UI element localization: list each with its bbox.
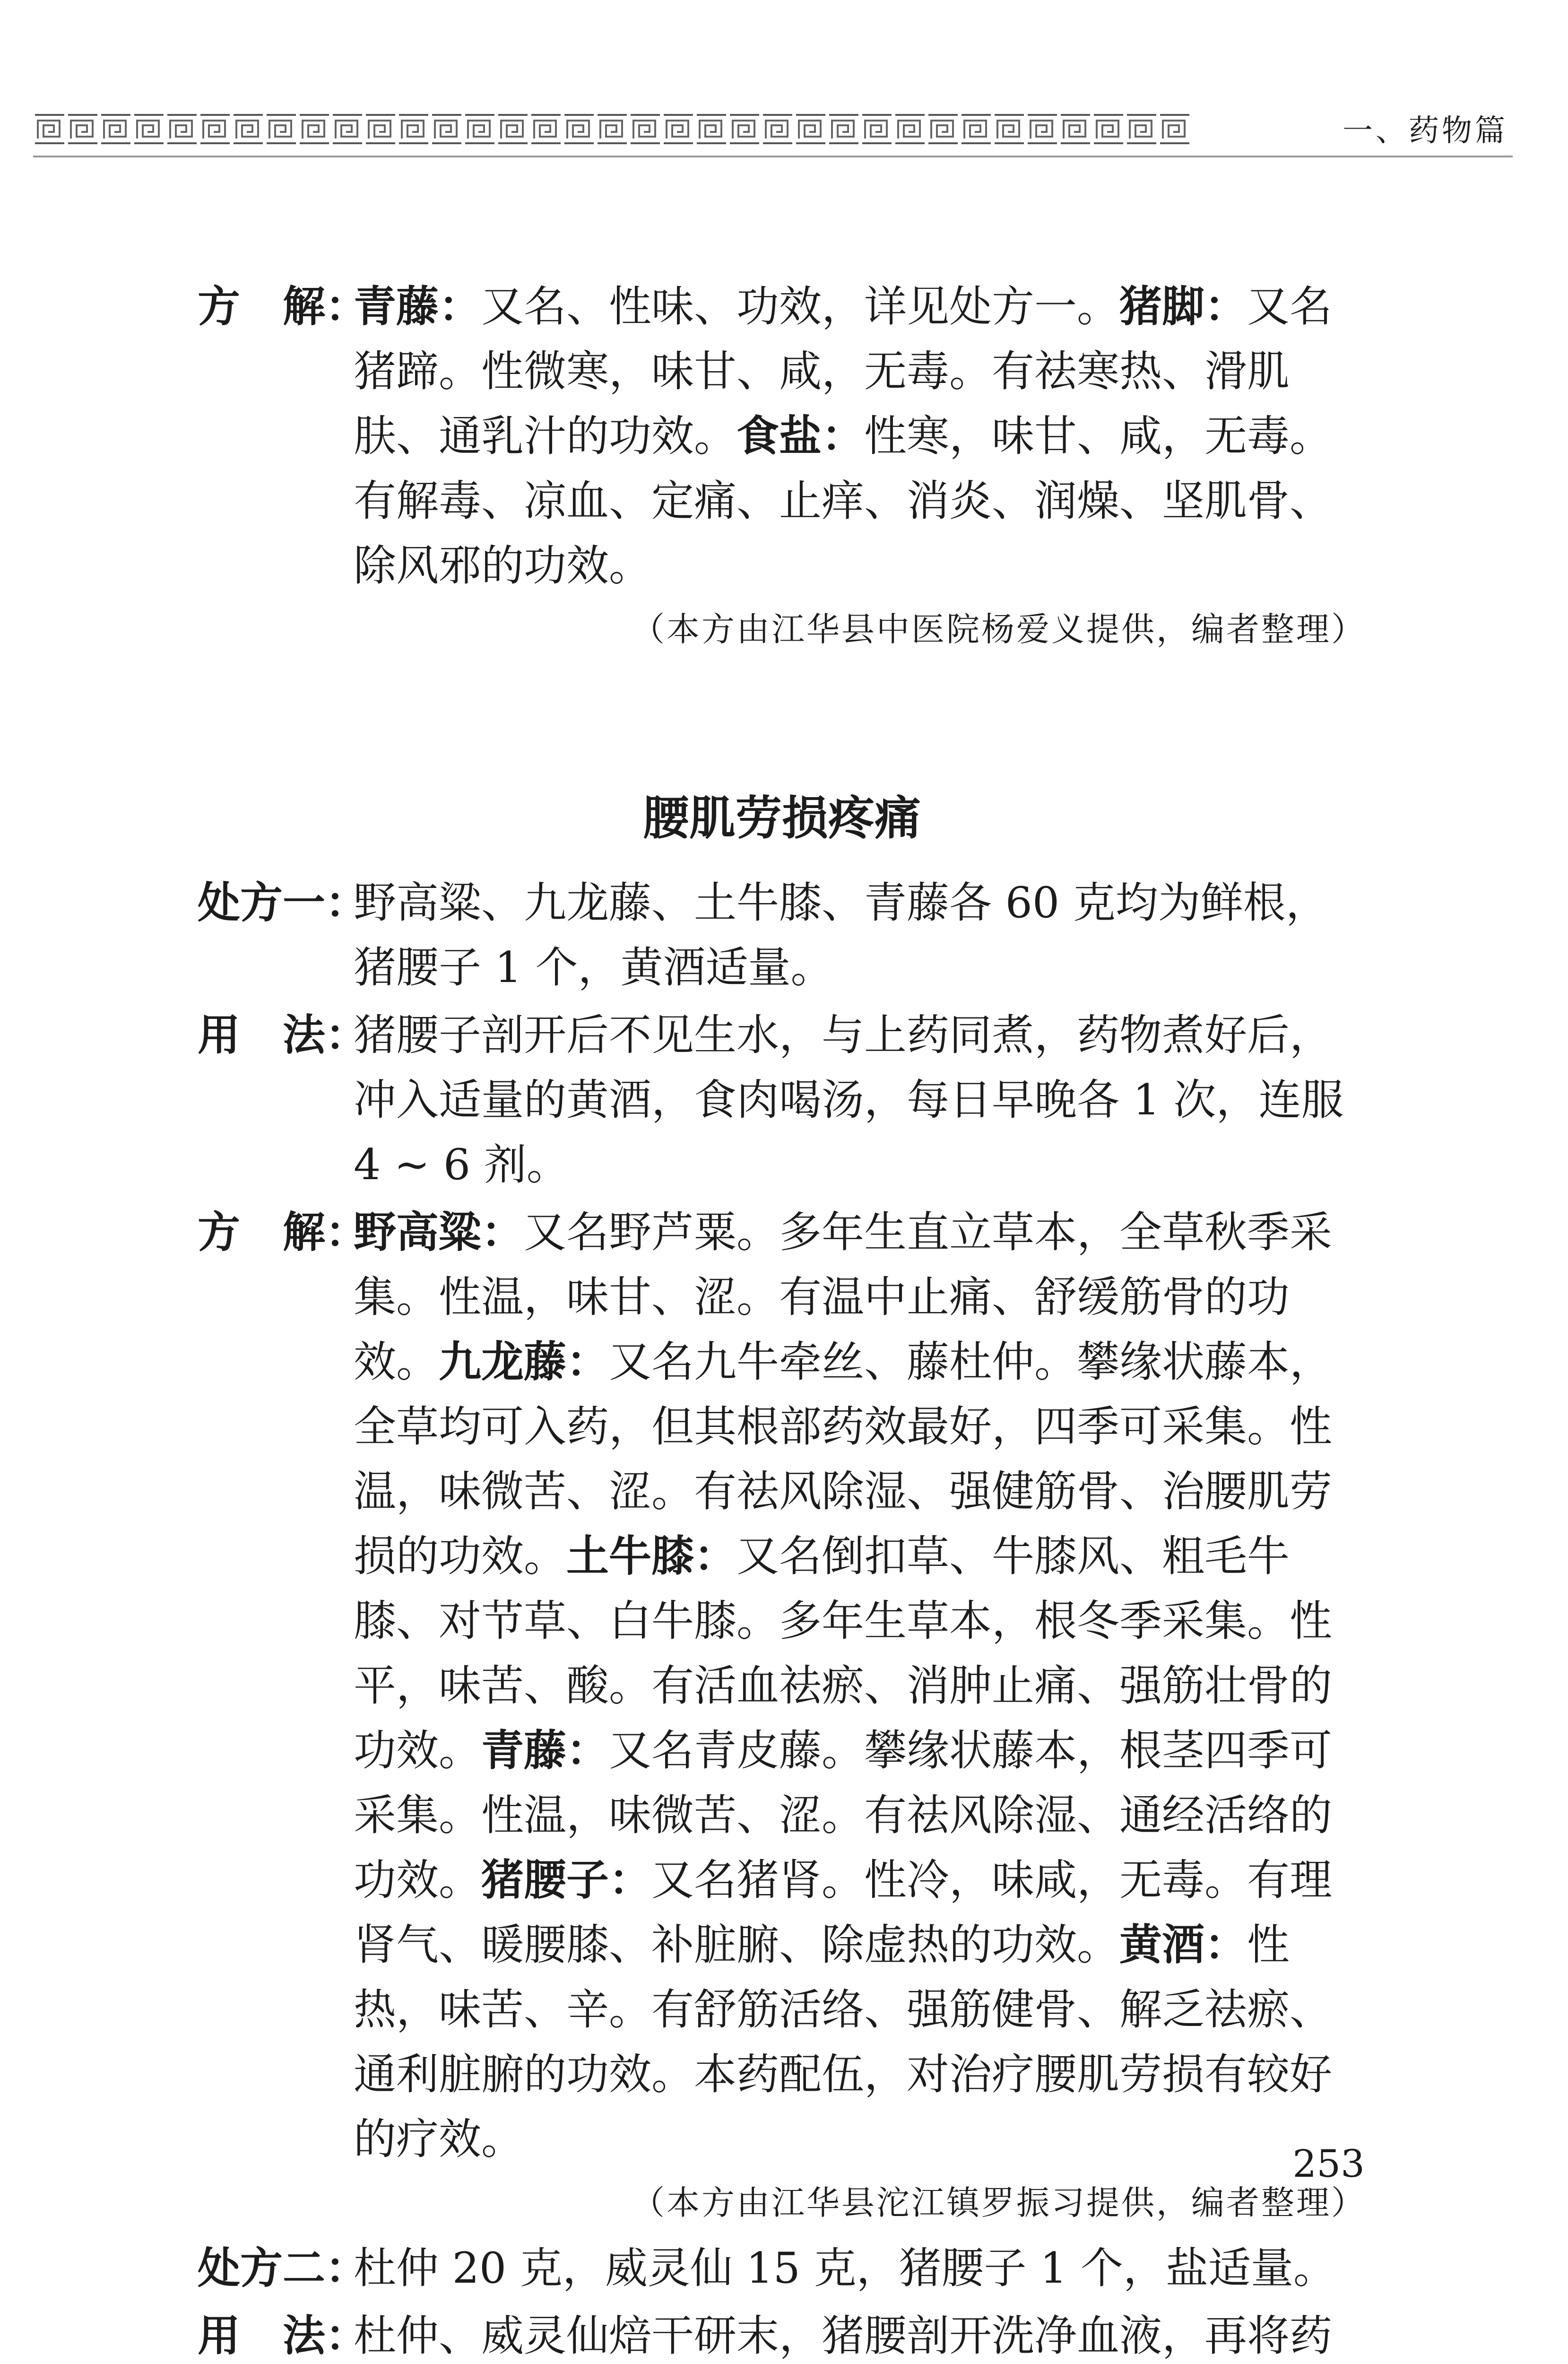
prescription-text: 杜仲 20 克，威灵仙 15 克，猪腰子 1 个，盐适量。 [354, 2243, 1336, 2293]
section-heading: 腰肌劳损疼痛 [642, 791, 921, 845]
top-explanation [198, 274, 1366, 598]
source-credit: （本方由江华县沱江镇罗振习提供，编者整理） [632, 2183, 1366, 2222]
herb-name: 猪脚： [1119, 282, 1247, 331]
usage-label: 用 法： [198, 1010, 368, 1060]
prescription-2 [198, 2236, 1366, 2301]
herb-desc: 性寒，味甘、咸，无毒。有解毒、凉血、定痛、止痒、消炎、润燥、坚肌骨、除风邪的功效。 [354, 411, 1332, 591]
prescription-label: 处方一： [198, 878, 368, 928]
usage-2 [198, 2303, 1366, 2364]
herb-desc: 又名倒扣草、牛膝风、粗毛牛膝、对节草、白牛膝。多年生草本，根冬季采集。性平，味苦、酸。有活血祛瘀、消肿止痛、强筋壮骨的功效。 [354, 1531, 1332, 1775]
page-number: 253 [1292, 2142, 1365, 2186]
herb-desc: 又名、性味、功效，详见处方一。 [481, 282, 1119, 331]
herb-name: 食盐： [736, 411, 864, 461]
explanation-1 [198, 1200, 1366, 2172]
herb-desc: 又名青皮藤。攀缘状藤本，根茎四季可采集。性温，味微苦、涩。有祛风除湿、通经活络的功效。 [354, 1726, 1332, 1905]
herb-desc: 性热，味苦、辛。有舒筋活络、强筋健骨、解乏祛瘀、通利脏腑的功效。本药配伍，对治疗腰肌劳损有较好的疗效。 [354, 1920, 1332, 2164]
usage-text: 猪腰子剖开后不见生水，与上药同煮，药物煮好后，冲入适量的黄酒，食肉喝汤，每日早晚各 1 次，连服 4 ~ 6 剂。 [354, 1010, 1344, 1190]
decorative-pattern-band [33, 109, 1191, 149]
herb-desc: 又名野芦粟。多年生直立草本，全草秋季采集。性温，味甘、涩。有温中止痛、舒缓筋骨的功效。 [354, 1208, 1332, 1387]
herb-desc: 又名九牛牵丝、藤杜仲。攀缘状藤本，全草均可入药，但其根部药效最好，四季可采集。性温，味微苦、涩。有祛风除湿、强健筋骨、治腰肌劳损的功效。 [354, 1337, 1332, 1581]
header-rule [33, 156, 1513, 157]
explanation-text [354, 274, 1366, 598]
herb-desc: 又名猪蹄。性微寒，味甘、咸，无毒。有祛寒热、滑肌肤、通乳汁的功效。 [354, 282, 1332, 461]
usage-text: 杜仲、威灵仙焙干研末，猪腰剖开洗净血液，再将药 [354, 2311, 1332, 2361]
herb-name: 青藤： [354, 282, 481, 331]
herb-name: 猪腰子： [481, 1855, 651, 1905]
herb-desc: 又名猪肾。性冷，味咸，无毒。有理肾气、暖腰膝、补脏腑、除虚热的功效。 [354, 1855, 1332, 1970]
page-content [198, 274, 1366, 2364]
herb-name: 野高粱： [354, 1208, 524, 1257]
herb-name: 九龙藤： [439, 1337, 609, 1387]
explanation-label: 方 解： [198, 282, 368, 331]
usage-label: 用 法： [198, 2311, 368, 2361]
explanation-text [354, 1200, 1366, 2172]
herb-name: 土牛膝： [566, 1531, 736, 1581]
prescription-1 [198, 870, 1366, 1000]
prescription-label: 处方二： [198, 2243, 368, 2293]
prescription-text: 野高粱、九龙藤、土牛膝、青藤各 60 克均为鲜根，猪腰子 1 个，黄酒适量。 [354, 878, 1328, 992]
herb-name: 青藤： [481, 1726, 609, 1775]
running-header [33, 97, 1513, 163]
herb-name: 黄酒： [1119, 1920, 1247, 1970]
usage-1 [198, 1003, 1366, 1197]
explanation-label: 方 解： [198, 1208, 368, 1257]
source-credit: （本方由江华县中医院杨爱义提供，编者整理） [632, 610, 1366, 649]
section-header-title: 一、药物篇 [1343, 113, 1508, 148]
